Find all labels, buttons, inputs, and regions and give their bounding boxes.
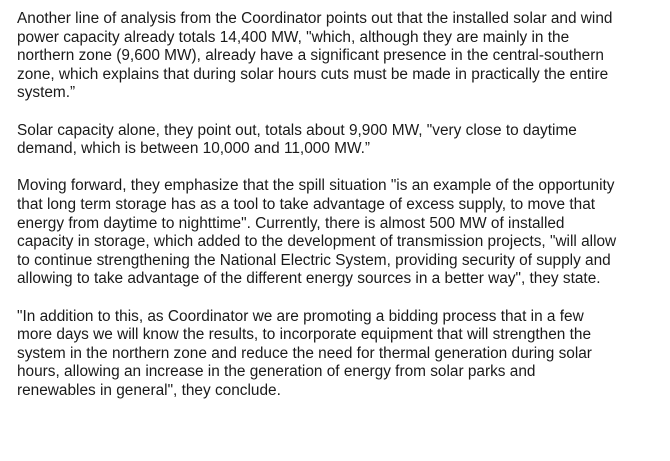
- text-line: zone, which explains that during solar hours cuts must be made in practically the entire: [17, 65, 609, 83]
- text-line: system.”: [17, 84, 76, 102]
- text-line: power capacity already totals 14,400 MW, "which, although they are mainly in the: [17, 28, 570, 46]
- text-line: Another line of analysis from the Coordinator points out that the installed solar and wind: [17, 10, 613, 27]
- text-line: Solar capacity alone, they point out, totals about 9,900 MW, "very close to daytime: [17, 121, 577, 139]
- paragraph-storage: [17, 177, 667, 289]
- text-line: that long term storage has as a tool to take advantage of excess supply, to move that: [17, 195, 596, 213]
- text-line: capacity in storage, which added to the development of transmission projects, "will allow: [17, 233, 617, 251]
- text-line: Moving forward, they emphasize that the spill situation "is an example of the opportunity: [17, 177, 615, 195]
- text-line: to continue strengthening the National Electric System, providing security of supply and: [17, 251, 611, 269]
- text-line: more days we will know the results, to incorporate equipment that will strengthen the: [17, 326, 592, 344]
- paragraph-solar: [17, 122, 667, 159]
- paragraph-bidding: [17, 308, 667, 401]
- article-body: [17, 10, 667, 419]
- paragraph-capacity: [17, 10, 667, 103]
- text-line: renewables in general", they conclude.: [17, 381, 281, 399]
- text-line: system in the northern zone and reduce the need for thermal generation during solar: [17, 344, 592, 362]
- text-line: demand, which is between 10,000 and 11,000 MW.”: [17, 140, 371, 158]
- text-line: energy from daytime to nighttime". Currently, there is almost 500 MW of installed: [17, 214, 565, 232]
- text-line: hours, allowing an increase in the generation of energy from solar parks and: [17, 363, 536, 381]
- text-line: allowing to take advantage of the different energy sources in a better way", they state.: [17, 270, 601, 288]
- text-line: northern zone (9,600 MW), already have a significant presence in the central-southern: [17, 47, 604, 65]
- text-line: "In addition to this, as Coordinator we are promoting a bidding process that in a few: [17, 307, 584, 325]
